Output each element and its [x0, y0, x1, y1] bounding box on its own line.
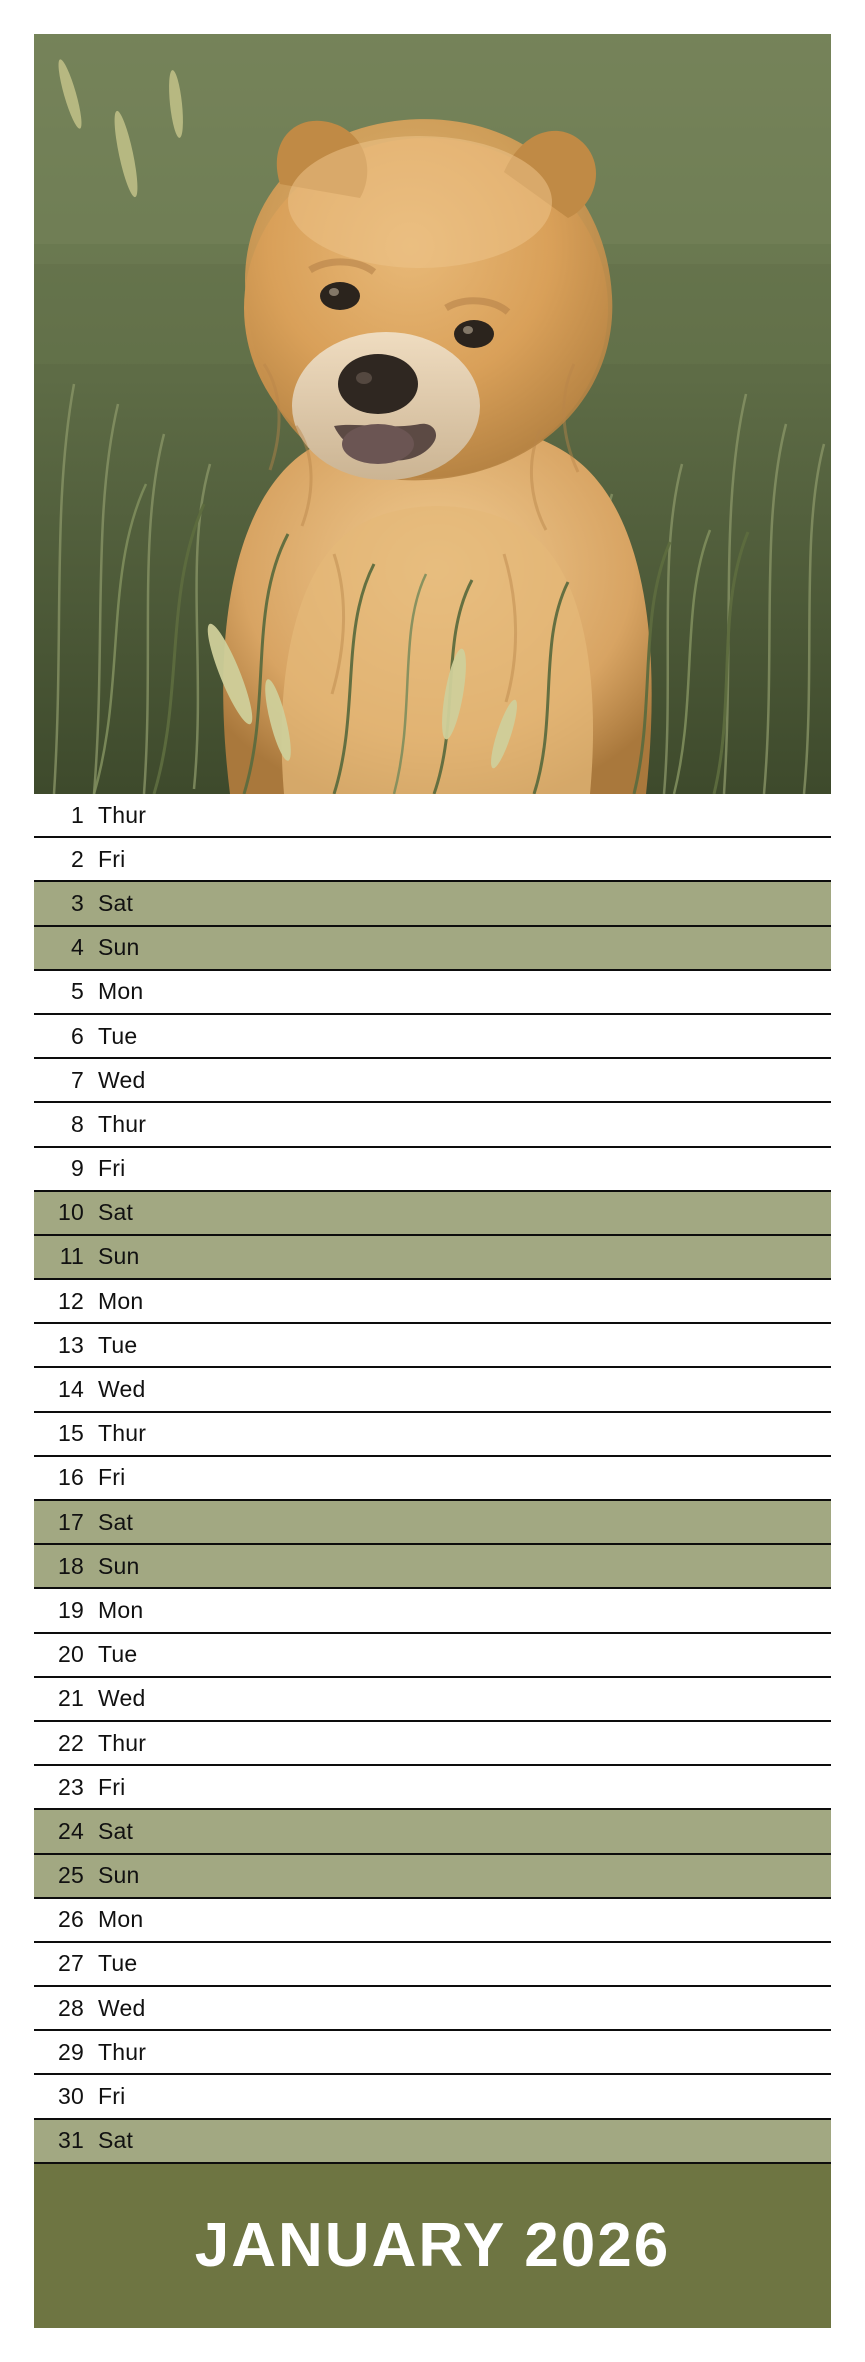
day-weekday: Tue	[98, 1641, 138, 1668]
day-number: 15	[58, 1420, 84, 1447]
day-row[interactable]	[34, 1324, 831, 1368]
day-weekday: Fri	[98, 1155, 126, 1182]
day-row[interactable]	[34, 1103, 831, 1147]
day-number: 1	[71, 801, 84, 828]
day-number: 13	[58, 1331, 84, 1358]
day-row[interactable]	[34, 927, 831, 971]
day-row[interactable]	[34, 1501, 831, 1545]
day-weekday: Thur	[98, 1110, 147, 1137]
day-number: 17	[58, 1508, 84, 1535]
day-number: 30	[58, 2083, 84, 2110]
day-number: 5	[71, 978, 84, 1005]
day-row[interactable]	[34, 1236, 831, 1280]
day-weekday: Thur	[98, 1729, 147, 1756]
day-row[interactable]	[34, 1413, 831, 1457]
day-row[interactable]	[34, 1899, 831, 1943]
day-number: 14	[58, 1376, 84, 1403]
day-row[interactable]	[34, 1810, 831, 1854]
day-row[interactable]	[34, 1987, 831, 2031]
day-number: 23	[58, 1773, 84, 1800]
day-weekday: Wed	[98, 1376, 146, 1403]
day-number: 10	[58, 1199, 84, 1226]
day-row[interactable]	[34, 1634, 831, 1678]
day-row[interactable]	[34, 1192, 831, 1236]
month-title: JANUARY 2026	[194, 2211, 671, 2281]
day-row[interactable]	[34, 2031, 831, 2075]
day-number: 18	[58, 1552, 84, 1579]
day-row[interactable]	[34, 971, 831, 1015]
day-weekday: Sat	[98, 889, 134, 916]
day-number: 25	[58, 1862, 84, 1889]
day-number: 3	[71, 889, 84, 916]
day-weekday: Thur	[98, 2038, 147, 2065]
day-number: 12	[58, 1287, 84, 1314]
day-row[interactable]	[34, 1855, 831, 1899]
dog-photo-illustration	[34, 34, 831, 794]
day-number: 19	[58, 1596, 84, 1623]
day-number: 7	[71, 1066, 84, 1093]
day-number: 8	[71, 1110, 84, 1137]
day-weekday: Sun	[98, 934, 140, 961]
day-weekday: Wed	[98, 1066, 146, 1093]
day-row[interactable]	[34, 1766, 831, 1810]
day-number: 20	[58, 1641, 84, 1668]
day-weekday: Sun	[98, 1552, 140, 1579]
day-weekday: Fri	[98, 1773, 126, 1800]
day-number: 24	[58, 1817, 84, 1844]
day-weekday: Sat	[98, 2127, 134, 2154]
day-row[interactable]	[34, 1015, 831, 1059]
day-number: 11	[59, 1243, 84, 1270]
day-weekday: Mon	[98, 1596, 144, 1623]
day-weekday: Sat	[98, 1199, 134, 1226]
day-row[interactable]	[34, 1148, 831, 1192]
day-weekday: Sun	[98, 1862, 140, 1889]
day-row[interactable]	[34, 1722, 831, 1766]
day-weekday: Fri	[98, 2083, 126, 2110]
day-weekday: Sat	[98, 1817, 134, 1844]
day-number: 31	[58, 2127, 84, 2154]
calendar-page	[34, 34, 831, 2328]
day-weekday: Tue	[98, 1022, 138, 1049]
day-number: 6	[71, 1022, 84, 1049]
day-number: 4	[71, 934, 84, 961]
day-row[interactable]	[34, 882, 831, 926]
day-row[interactable]	[34, 794, 831, 838]
day-list	[34, 794, 831, 2164]
day-weekday: Tue	[98, 1950, 138, 1977]
day-row[interactable]	[34, 1589, 831, 1633]
day-number: 2	[71, 845, 84, 872]
day-row[interactable]	[34, 2120, 831, 2164]
day-weekday: Fri	[98, 1464, 126, 1491]
day-weekday: Wed	[98, 1994, 146, 2021]
day-number: 22	[58, 1729, 84, 1756]
day-weekday: Sun	[98, 1243, 140, 1270]
day-row[interactable]	[34, 1457, 831, 1501]
day-number: 21	[58, 1685, 84, 1712]
day-weekday: Thur	[98, 1420, 147, 1447]
day-number: 28	[58, 1994, 84, 2021]
day-weekday: Mon	[98, 1287, 144, 1314]
day-weekday: Wed	[98, 1685, 146, 1712]
day-weekday: Thur	[98, 801, 147, 828]
month-footer	[34, 2164, 831, 2328]
day-number: 16	[58, 1464, 84, 1491]
calendar-photo	[34, 34, 831, 794]
day-row[interactable]	[34, 1368, 831, 1412]
day-weekday: Tue	[98, 1331, 138, 1358]
day-row[interactable]	[34, 838, 831, 882]
day-weekday: Mon	[98, 1906, 144, 1933]
day-row[interactable]	[34, 1545, 831, 1589]
day-number: 26	[58, 1906, 84, 1933]
day-row[interactable]	[34, 2075, 831, 2119]
day-weekday: Fri	[98, 845, 126, 872]
day-weekday: Mon	[98, 978, 144, 1005]
day-number: 9	[71, 1155, 84, 1182]
day-row[interactable]	[34, 1280, 831, 1324]
day-weekday: Sat	[98, 1508, 134, 1535]
day-row[interactable]	[34, 1059, 831, 1103]
day-row[interactable]	[34, 1678, 831, 1722]
day-number: 27	[58, 1950, 84, 1977]
day-row[interactable]	[34, 1943, 831, 1987]
day-number: 29	[58, 2038, 84, 2065]
